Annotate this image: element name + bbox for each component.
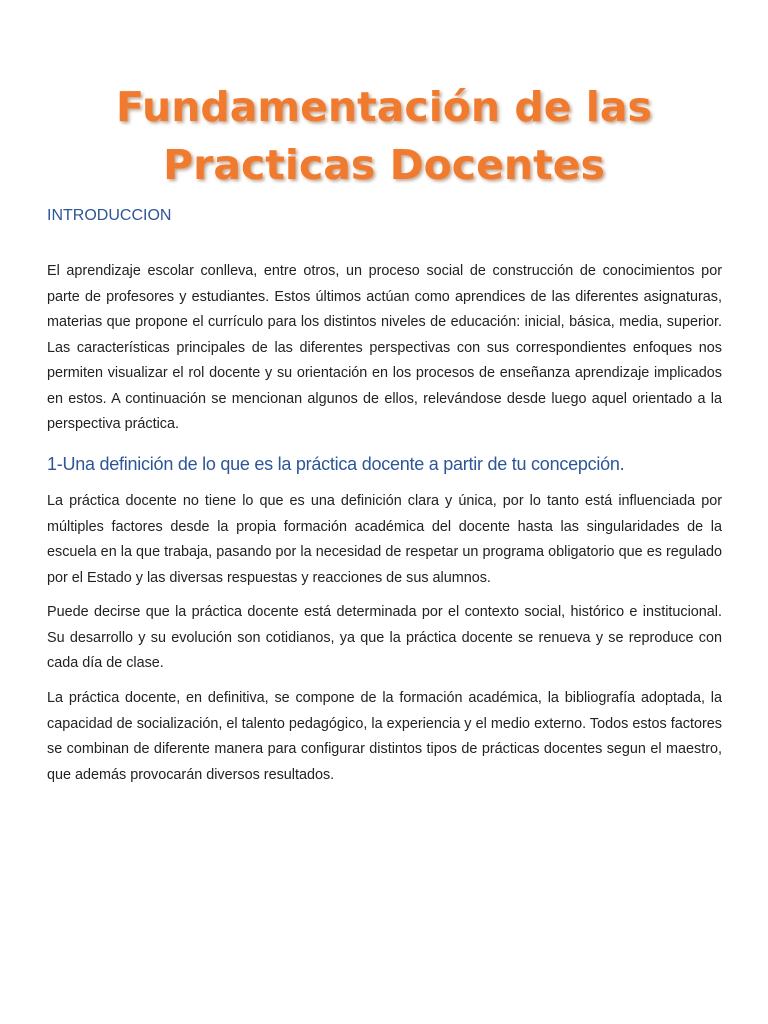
definition-heading: 1-Una definición de lo que es la práctica docente a partir de tu concepción. — [47, 454, 625, 474]
document-title-line-2: Practicas Docentes — [163, 141, 605, 189]
definition-paragraph-3: La práctica docente, en definitiva, se compone de la formación académica, la bibliografía adoptada, la capacidad de socialización, el talento pedagógico, la experiencia y el medio externo. Todos estos factores se combinan de diferente manera para configurar distintos tipos de prácticas docentes segun el maestro, que además provocarán diversos resultados. — [47, 690, 722, 783]
definition-paragraph-2: Puede decirse que la práctica docente está determinada por el contexto social, histórico e institucional. Su desarrollo y su evolución son cotidianos, ya que la práctica docente se renueva y se reproduce con cada día de clase. — [47, 604, 722, 671]
document-title-line-1: Fundamentación de las — [116, 83, 652, 131]
intro-heading: INTRODUCCION — [47, 207, 172, 224]
intro-paragraph: El aprendizaje escolar conlleva, entre otros, un proceso social de construcción de conocimientos por parte de profesores y estudiantes. Estos últimos actúan como aprendices de las diferentes asignaturas, materias que propone el currículo para los distintos niveles de educación: inicial, básica, media, superior. Las características principales de las diferentes perspectivas con sus correspondientes enfoques nos permiten visualizar el rol docente y su orientación en los procesos de enseñanza aprendizaje implicados en estos. A continuación se mencionan algunos de ellos, relevándose desde luego aquel orientado a la perspectiva práctica. — [47, 263, 722, 432]
definition-paragraph-1: La práctica docente no tiene lo que es una definición clara y única, por lo tanto está influenciada por múltiples factores desde la propia formación académica del docente hasta las singularidades de la escuela en la que trabaja, pasando por la necesidad de respetar un programa obligatorio que es regulado por el Estado y las diversas respuestas y reacciones de sus alumnos. — [47, 493, 722, 586]
